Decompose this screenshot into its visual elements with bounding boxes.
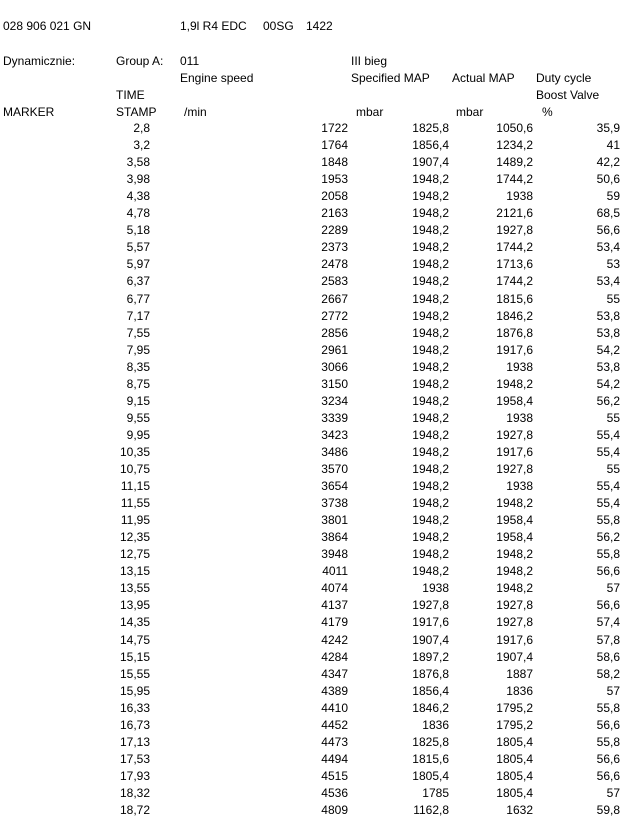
cell-specified-map: 1938	[422, 581, 449, 596]
cell-engine-speed: 4284	[321, 649, 348, 664]
cell-duty-cycle: 57	[606, 683, 620, 698]
cell-duty-cycle: 56,6	[596, 751, 620, 766]
gear-label: III bieg	[351, 54, 388, 68]
cell-time-stamp: 2,8	[133, 121, 150, 135]
cell-specified-map: 1948,2	[412, 376, 449, 391]
cell-actual-map: 1805,4	[496, 768, 533, 783]
cell-specified-map: 1162,8	[413, 803, 449, 817]
cell-duty-cycle: 35,9	[596, 121, 620, 135]
cell-duty-cycle: 59	[606, 189, 620, 204]
cell-duty-cycle: 56,6	[596, 717, 620, 732]
cell-time-stamp: 14,35	[119, 615, 150, 630]
dynamic-label: Dynamicznie:	[3, 54, 76, 68]
cell-specified-map: 1846,2	[412, 700, 449, 715]
cell-time-stamp: 13,15	[119, 564, 150, 579]
cell-duty-cycle: 56,6	[596, 223, 620, 238]
cell-duty-cycle: 53,8	[596, 308, 620, 323]
cell-engine-speed: 2289	[321, 223, 348, 238]
engine-description: 1,9l R4 EDC	[180, 19, 247, 33]
cell-time-stamp: 17,53	[119, 751, 150, 766]
table-row	[0, 701, 640, 718]
cell-actual-map: 1948,2	[496, 547, 533, 562]
cell-engine-speed: 3486	[321, 444, 348, 459]
table-row	[0, 445, 640, 462]
cell-actual-map: 1927,8	[496, 223, 533, 238]
table-row	[0, 189, 640, 206]
cell-specified-map: 1907,4	[412, 632, 449, 647]
cell-time-stamp: 3,98	[126, 172, 150, 187]
cell-specified-map: 1876,8	[412, 666, 449, 681]
cell-specified-map: 1948,2	[412, 274, 449, 289]
cell-actual-map: 1234,2	[496, 138, 533, 153]
cell-specified-map: 1948,2	[412, 496, 449, 511]
cell-time-stamp: 10,75	[119, 462, 150, 476]
cell-engine-speed: 2373	[321, 240, 348, 255]
cell-engine-speed: 2772	[321, 308, 348, 323]
col-header-engine-speed: Engine speed	[180, 71, 254, 85]
table-row	[0, 667, 640, 684]
cell-duty-cycle: 56,6	[596, 564, 620, 579]
cell-duty-cycle: 55,4	[596, 496, 620, 511]
cell-time-stamp: 12,35	[119, 530, 150, 545]
table-row	[0, 718, 640, 735]
cell-engine-speed: 2478	[321, 257, 348, 272]
cell-duty-cycle: 57	[606, 785, 620, 800]
cell-engine-speed: 3423	[321, 427, 348, 442]
unit-specified-map: mbar	[356, 105, 384, 119]
cell-engine-speed: 3066	[321, 359, 348, 374]
cell-time-stamp: 11,55	[120, 496, 150, 511]
cell-specified-map: 1948,2	[412, 462, 449, 476]
table-row	[0, 394, 640, 411]
cell-engine-speed: 4452	[321, 717, 348, 732]
cell-duty-cycle: 41	[606, 138, 620, 153]
cell-actual-map: 1805,4	[496, 751, 533, 766]
cell-engine-speed: 3801	[321, 513, 348, 528]
cell-specified-map: 1805,4	[412, 768, 449, 783]
col-header-time: TIME	[116, 88, 145, 102]
table-row	[0, 172, 640, 189]
cell-engine-speed: 4809	[321, 803, 348, 817]
cell-duty-cycle: 54,2	[596, 342, 620, 357]
cell-engine-speed: 2856	[321, 325, 348, 340]
cell-actual-map: 1948,2	[496, 496, 533, 511]
cell-actual-map: 1948,2	[496, 376, 533, 391]
table-row	[0, 274, 640, 291]
cell-specified-map: 1948,2	[412, 393, 449, 408]
cell-time-stamp: 15,95	[119, 683, 150, 698]
cell-engine-speed: 4011	[322, 564, 348, 579]
cell-engine-speed: 1764	[321, 138, 348, 153]
cell-actual-map: 1927,8	[496, 427, 533, 442]
cell-specified-map: 1917,6	[412, 615, 449, 630]
cell-specified-map: 1836	[422, 717, 449, 732]
cell-duty-cycle: 57,8	[596, 632, 620, 647]
cell-specified-map: 1948,2	[412, 291, 449, 306]
cell-specified-map: 1948,2	[412, 189, 449, 204]
cell-duty-cycle: 55,4	[596, 427, 620, 442]
table-row	[0, 343, 640, 360]
cell-actual-map: 1917,6	[496, 444, 533, 459]
cell-actual-map: 1876,8	[496, 325, 533, 340]
cell-engine-speed: 3864	[321, 530, 348, 545]
col-header-specified-map: Specified MAP	[351, 71, 430, 85]
cell-duty-cycle: 42,2	[596, 155, 620, 170]
cell-duty-cycle: 55	[606, 462, 620, 476]
cell-actual-map: 1713,6	[496, 257, 533, 272]
cell-time-stamp: 7,55	[126, 325, 150, 340]
cell-engine-speed: 3234	[321, 393, 348, 408]
cell-specified-map: 1856,4	[412, 138, 449, 153]
cell-duty-cycle: 54,2	[596, 376, 620, 391]
cell-specified-map: 1948,2	[412, 325, 449, 340]
cell-engine-speed: 4410	[321, 700, 348, 715]
cell-duty-cycle: 68,5	[596, 206, 620, 221]
cell-time-stamp: 7,95	[126, 342, 150, 357]
cell-specified-map: 1815,6	[412, 751, 449, 766]
table-row	[0, 803, 640, 820]
cell-engine-speed: 4074	[321, 581, 348, 596]
cell-duty-cycle: 56,2	[596, 393, 620, 408]
cell-actual-map: 1938	[506, 479, 533, 494]
cell-time-stamp: 17,13	[119, 734, 150, 749]
cell-engine-speed: 4536	[321, 785, 348, 800]
table-row	[0, 479, 640, 496]
cell-duty-cycle: 58,2	[596, 666, 620, 681]
group-value: 011	[180, 54, 200, 68]
group-label: Group A:	[116, 54, 164, 68]
cell-actual-map: 1050,6	[496, 121, 533, 135]
table-row	[0, 598, 640, 615]
cell-actual-map: 1917,6	[496, 632, 533, 647]
table-row	[0, 309, 640, 326]
cell-engine-speed: 4242	[321, 632, 348, 647]
table-row	[0, 257, 640, 274]
cell-specified-map: 1897,2	[412, 649, 449, 664]
unit-rpm: /min	[184, 105, 207, 119]
cell-time-stamp: 13,95	[119, 598, 150, 613]
cell-engine-speed: 4137	[321, 598, 348, 613]
cell-actual-map: 1632	[506, 803, 533, 817]
table-row	[0, 223, 640, 240]
cell-time-stamp: 11,95	[120, 513, 150, 528]
cell-engine-speed: 4179	[321, 615, 348, 630]
cell-time-stamp: 3,58	[126, 155, 150, 170]
table-row	[0, 411, 640, 428]
cell-time-stamp: 3,2	[133, 138, 150, 153]
cell-duty-cycle: 55	[606, 410, 620, 425]
cell-duty-cycle: 53	[606, 257, 620, 272]
cell-specified-map: 1948,2	[412, 172, 449, 187]
table-row	[0, 752, 640, 769]
cell-duty-cycle: 56,2	[596, 530, 620, 545]
cell-time-stamp: 10,35	[119, 444, 150, 459]
table-row	[0, 496, 640, 513]
cell-actual-map: 1958,4	[496, 530, 533, 545]
cell-specified-map: 1785	[422, 785, 449, 800]
cell-actual-map: 1938	[506, 410, 533, 425]
cell-specified-map: 1948,2	[412, 564, 449, 579]
cell-duty-cycle: 53,8	[596, 359, 620, 374]
cell-specified-map: 1927,8	[412, 598, 449, 613]
cell-specified-map: 1948,2	[412, 444, 449, 459]
cell-engine-speed: 4347	[321, 666, 348, 681]
cell-actual-map: 1489,2	[496, 155, 533, 170]
table-row	[0, 735, 640, 752]
cell-engine-speed: 1722	[321, 121, 348, 135]
cell-actual-map: 1744,2	[496, 274, 533, 289]
cell-duty-cycle: 55,8	[596, 547, 620, 562]
cell-time-stamp: 16,33	[119, 700, 150, 715]
table-row	[0, 240, 640, 257]
cell-specified-map: 1948,2	[412, 206, 449, 221]
cell-engine-speed: 3738	[321, 496, 348, 511]
cell-actual-map: 1958,4	[496, 513, 533, 528]
cell-time-stamp: 8,75	[126, 376, 150, 391]
cell-duty-cycle: 57,4	[596, 615, 620, 630]
cell-actual-map: 1917,6	[496, 342, 533, 357]
cell-specified-map: 1948,2	[412, 410, 449, 425]
table-row	[0, 138, 640, 155]
cell-actual-map: 1744,2	[496, 172, 533, 187]
cell-specified-map: 1948,2	[412, 359, 449, 374]
cell-actual-map: 1927,8	[496, 615, 533, 630]
cell-duty-cycle: 55,8	[596, 734, 620, 749]
cell-time-stamp: 9,15	[126, 393, 150, 408]
table-row	[0, 633, 640, 650]
cell-actual-map: 1795,2	[496, 700, 533, 715]
table-row	[0, 615, 640, 632]
marker-label: MARKER	[3, 105, 55, 119]
cell-duty-cycle: 50,6	[596, 172, 620, 187]
cell-engine-speed: 3339	[321, 410, 348, 425]
table-row	[0, 547, 640, 564]
col-header-stamp: STAMP	[116, 105, 157, 119]
table-row	[0, 155, 640, 172]
cell-specified-map: 1948,2	[412, 427, 449, 442]
table-row	[0, 428, 640, 445]
col-header-duty-cycle: Duty cycle	[536, 71, 592, 85]
cell-engine-speed: 1848	[321, 155, 348, 170]
cell-duty-cycle: 53,8	[596, 325, 620, 340]
table-row	[0, 564, 640, 581]
cell-duty-cycle: 56,6	[596, 768, 620, 783]
cell-engine-speed: 4494	[321, 751, 348, 766]
cell-specified-map: 1907,4	[412, 155, 449, 170]
cell-engine-speed: 2058	[321, 189, 348, 204]
engine-code: 00SG	[263, 19, 294, 33]
table-row	[0, 530, 640, 547]
cell-specified-map: 1856,4	[412, 683, 449, 698]
cell-actual-map: 1927,8	[496, 598, 533, 613]
cell-engine-speed: 2667	[321, 291, 348, 306]
cell-engine-speed: 2961	[321, 342, 348, 357]
part-number: 028 906 021 GN	[3, 19, 92, 33]
cell-time-stamp: 16,73	[119, 717, 150, 732]
table-row	[0, 326, 640, 343]
cell-actual-map: 1948,2	[496, 564, 533, 579]
cell-time-stamp: 14,75	[119, 632, 150, 647]
unit-percent: %	[542, 105, 553, 119]
cell-engine-speed: 3654	[321, 479, 348, 494]
cell-actual-map: 1815,6	[496, 291, 533, 306]
table-row	[0, 650, 640, 667]
cell-actual-map: 1938	[506, 189, 533, 204]
cell-time-stamp: 5,18	[126, 223, 150, 238]
cell-engine-speed: 2583	[321, 274, 348, 289]
table-row	[0, 292, 640, 309]
cell-actual-map: 1836	[506, 683, 533, 698]
log-number: 1422	[306, 19, 333, 33]
table-row	[0, 377, 640, 394]
cell-duty-cycle: 53,4	[596, 274, 620, 289]
cell-specified-map: 1948,2	[412, 530, 449, 545]
cell-time-stamp: 13,55	[119, 581, 150, 596]
cell-actual-map: 1805,4	[496, 734, 533, 749]
cell-duty-cycle: 57	[606, 581, 620, 596]
cell-time-stamp: 11,15	[120, 479, 150, 494]
table-row	[0, 786, 640, 803]
cell-time-stamp: 8,35	[126, 359, 150, 374]
cell-engine-speed: 1953	[321, 172, 348, 187]
cell-duty-cycle: 55	[606, 291, 620, 306]
table-row	[0, 684, 640, 701]
cell-actual-map: 1744,2	[496, 240, 533, 255]
cell-engine-speed: 3570	[321, 462, 348, 476]
cell-time-stamp: 15,15	[119, 649, 150, 664]
table-row	[0, 581, 640, 598]
cell-actual-map: 1948,2	[496, 581, 533, 596]
cell-time-stamp: 7,17	[126, 308, 150, 323]
cell-actual-map: 1846,2	[496, 308, 533, 323]
cell-engine-speed: 3150	[321, 376, 348, 391]
cell-actual-map: 1795,2	[496, 717, 533, 732]
cell-time-stamp: 15,55	[119, 666, 150, 681]
cell-specified-map: 1948,2	[412, 240, 449, 255]
cell-time-stamp: 5,57	[126, 240, 150, 255]
cell-duty-cycle: 58,6	[596, 649, 620, 664]
cell-duty-cycle: 59,8	[596, 803, 620, 817]
col-header-actual-map: Actual MAP	[452, 71, 515, 85]
cell-duty-cycle: 55,4	[596, 479, 620, 494]
col-header-boost-valve: Boost Valve	[536, 88, 600, 102]
table-row	[0, 513, 640, 530]
cell-actual-map: 1907,4	[496, 649, 533, 664]
cell-actual-map: 1958,4	[496, 393, 533, 408]
cell-specified-map: 1948,2	[412, 479, 449, 494]
table-row	[0, 360, 640, 377]
cell-duty-cycle: 55,8	[596, 700, 620, 715]
cell-duty-cycle: 56,6	[596, 598, 620, 613]
cell-time-stamp: 9,55	[126, 410, 150, 425]
table-row	[0, 121, 640, 138]
table-row	[0, 769, 640, 786]
table-row	[0, 462, 640, 479]
cell-time-stamp: 9,95	[126, 427, 150, 442]
cell-actual-map: 1805,4	[496, 785, 533, 800]
table-row	[0, 206, 640, 223]
cell-engine-speed: 3948	[321, 547, 348, 562]
cell-specified-map: 1948,2	[412, 257, 449, 272]
cell-time-stamp: 12,75	[119, 547, 150, 562]
cell-engine-speed: 4473	[321, 734, 348, 749]
cell-time-stamp: 17,93	[119, 768, 150, 783]
cell-time-stamp: 5,97	[126, 257, 150, 272]
cell-duty-cycle: 55,8	[596, 513, 620, 528]
cell-actual-map: 1887	[506, 666, 533, 681]
cell-time-stamp: 6,37	[126, 274, 150, 289]
cell-actual-map: 2121,6	[496, 206, 533, 221]
unit-actual-map: mbar	[456, 105, 484, 119]
cell-engine-speed: 4515	[321, 768, 348, 783]
cell-engine-speed: 2163	[321, 206, 348, 221]
cell-specified-map: 1948,2	[412, 547, 449, 562]
cell-duty-cycle: 53,4	[596, 240, 620, 255]
cell-duty-cycle: 55,4	[596, 444, 620, 459]
cell-time-stamp: 6,77	[126, 291, 150, 306]
cell-time-stamp: 18,32	[119, 785, 150, 800]
cell-specified-map: 1948,2	[412, 308, 449, 323]
cell-actual-map: 1927,8	[496, 462, 533, 476]
cell-specified-map: 1948,2	[412, 223, 449, 238]
cell-actual-map: 1938	[506, 359, 533, 374]
cell-time-stamp: 18,72	[119, 803, 150, 817]
cell-specified-map: 1825,8	[412, 121, 449, 135]
cell-specified-map: 1948,2	[412, 342, 449, 357]
cell-specified-map: 1825,8	[412, 734, 449, 749]
cell-time-stamp: 4,78	[126, 206, 150, 221]
cell-engine-speed: 4389	[321, 683, 348, 698]
cell-time-stamp: 4,38	[126, 189, 150, 204]
cell-specified-map: 1948,2	[412, 513, 449, 528]
